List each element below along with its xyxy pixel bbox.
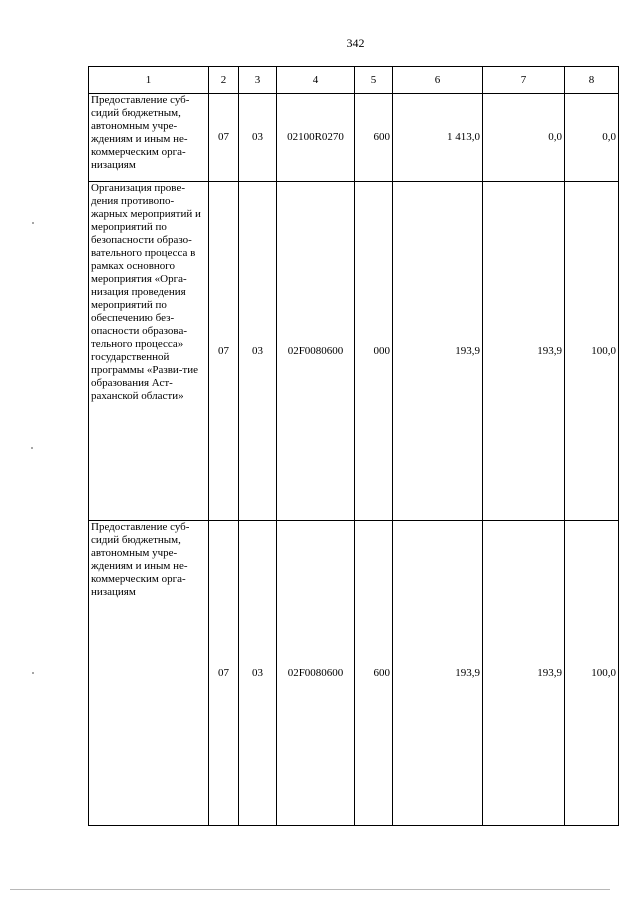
row-amount-col8: 100,0	[565, 182, 619, 521]
row-target-article: 02F0080600	[277, 182, 355, 521]
header-row	[89, 67, 619, 94]
row-amount-col8: 100,0	[565, 521, 619, 826]
row-amount-col7: 193,9	[483, 521, 565, 826]
row-section-code: 07	[209, 94, 239, 182]
row-amount-col8: 0,0	[565, 94, 619, 182]
column-header: 6	[393, 67, 483, 94]
column-header: 1	[89, 67, 209, 94]
scan-speck	[32, 672, 34, 674]
row-subsection-code: 03	[239, 521, 277, 826]
scan-speck	[32, 222, 34, 224]
row-expense-type: 600	[355, 521, 393, 826]
row-expense-type: 000	[355, 182, 393, 521]
column-header: 8	[565, 67, 619, 94]
column-header: 3	[239, 67, 277, 94]
row-subsection-code: 03	[239, 94, 277, 182]
row-amount-col6: 193,9	[393, 182, 483, 521]
budget-table	[88, 66, 619, 826]
row-subsection-code: 03	[239, 182, 277, 521]
row-description: Предоставление суб-сидий бюджетным, автономным учре-ждениям и иным не-коммерческим орга-низациям	[89, 521, 209, 826]
scan-edge-line	[10, 889, 610, 890]
column-header: 2	[209, 67, 239, 94]
row-section-code: 07	[209, 521, 239, 826]
table-row	[89, 94, 619, 182]
table-row	[89, 182, 619, 521]
row-amount-col6: 193,9	[393, 521, 483, 826]
row-target-article: 02100R0270	[277, 94, 355, 182]
scan-speck	[31, 447, 33, 449]
row-expense-type: 600	[355, 94, 393, 182]
column-header: 5	[355, 67, 393, 94]
row-description: Предоставление суб-сидий бюджетным, автономным учре-ждениям и иным не-коммерческим орга-низациям	[89, 94, 209, 182]
row-description: Организация прове-дения противопо-жарных мероприятий и мероприятий по безопасности образо-вательного процесса в рамках основного мероприятия «Орга-низация проведения мероприятий по обеспечению без-опасности образова-тельного процесса» государственной программы «Разви-тие образования Аст-раханской области»	[89, 182, 209, 521]
row-amount-col7: 0,0	[483, 94, 565, 182]
page-number: 342	[346, 36, 365, 50]
column-header: 4	[277, 67, 355, 94]
row-amount-col7: 193,9	[483, 182, 565, 521]
row-amount-col6: 1 413,0	[393, 94, 483, 182]
row-section-code: 07	[209, 182, 239, 521]
row-target-article: 02F0080600	[277, 521, 355, 826]
column-header: 7	[483, 67, 565, 94]
table-row	[89, 521, 619, 826]
